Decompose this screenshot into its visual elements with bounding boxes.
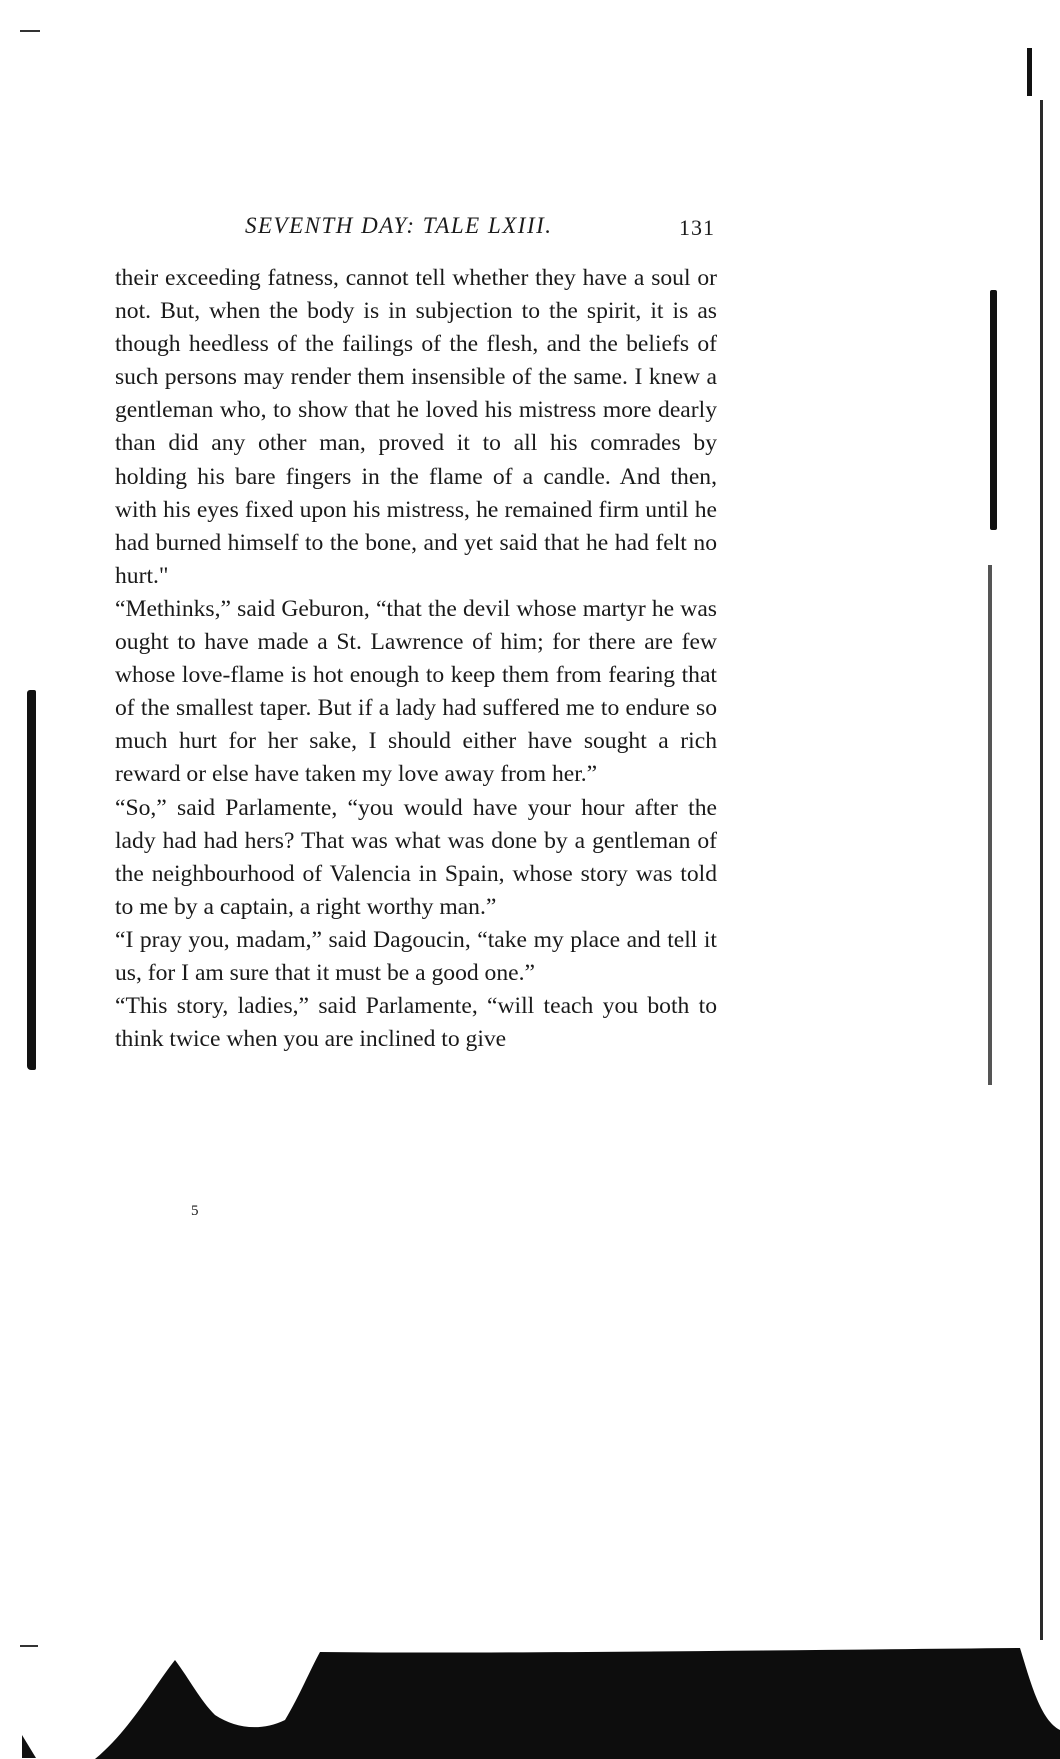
scan-edge — [990, 290, 997, 530]
scan-edge — [1040, 100, 1043, 1640]
paragraph: “So,” said Parlamente, “you would have your hour after the lady had had hers? That was what was done by a gentleman of the neighbourhood of Valencia in Spain, whose story was told to me by a captain, a right worthy man.” — [115, 794, 717, 920]
corner-mark — [22, 1735, 36, 1758]
scan-bottom-shadow — [0, 1640, 1060, 1759]
scan-mark — [20, 30, 40, 32]
paragraph: “This story, ladies,” said Parlamente, “will teach you both to think twice when you are inclined to give — [115, 993, 717, 1053]
page-number: 131 — [679, 215, 715, 240]
scan-mark — [1027, 48, 1032, 96]
paragraph: “Methinks,” said Geburon, “that the devil whose martyr he was ought to have made a St. Lawrence of him; for there are few whose love-flame is hot enough to keep them from fearing that of the smallest taper. But if a lady had suffered me to endure so much hurt for her sake, I should either have sought a rich reward or else have taken my love away from her.” — [115, 595, 717, 788]
scan-edge — [27, 690, 36, 1070]
scan-edge — [988, 565, 992, 1085]
page-edge-shadow — [95, 1648, 1060, 1759]
paragraph: “I pray you, madam,” said Dagoucin, “take my place and tell it us, for I am sure that it must be a good one.” — [115, 926, 717, 986]
body-text — [115, 262, 717, 1056]
paragraph: their exceeding fatness, cannot tell whether they have a soul or not. But, when the body is in subjection to the spirit, it is as though heedless of the failings of the flesh, and the beliefs of such persons may render them insensible of the same. I knew a gentleman who, to show that he loved his mistress more dearly than did any other man, proved it to all his comrades by holding his bare fingers in the flame of a candle. And then, with his eyes fixed upon his mistress, he remained firm until he had burned himself to the bone, and yet said that he had felt no hurt." — [115, 265, 717, 589]
running-head — [115, 213, 715, 245]
running-title: SEVENTH DAY: TALE LXIII. — [245, 213, 553, 238]
signature-mark: 5 — [191, 1203, 199, 1219]
